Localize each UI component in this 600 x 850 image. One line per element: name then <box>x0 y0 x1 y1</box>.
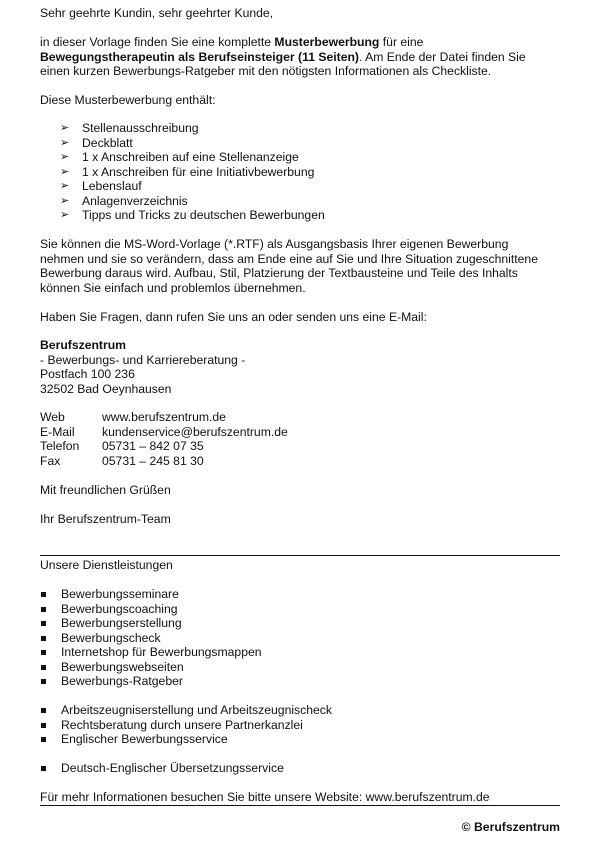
contact-key: Telefon <box>40 439 80 453</box>
list-item-label: Deutsch-Englischer Übersetzungsservice <box>61 761 284 775</box>
company-name: Berufszentrum <box>40 338 127 352</box>
list-item-label: Anlagenverzeichnis <box>82 193 188 208</box>
greeting: Sehr geehrte Kundin, sehr geehrter Kunde, <box>40 6 274 20</box>
arrow-bullet-icon: ➢ <box>60 165 70 178</box>
list-item <box>40 179 560 194</box>
list-item-label: 1 x Anschreiben für eine Initiativbewerbung <box>82 164 315 179</box>
contents-heading: Diese Musterbewerbung enthält: <box>40 93 216 107</box>
list-item <box>40 631 560 646</box>
services-list-2 <box>40 703 560 747</box>
arrow-bullet-icon: ➢ <box>60 194 70 207</box>
contact-row-web <box>40 410 560 425</box>
contact-value: 05731 – 245 81 30 <box>102 453 204 468</box>
closing: Mit freundlichen Grüßen <box>40 483 171 497</box>
arrow-bullet-icon: ➢ <box>60 136 70 149</box>
more-info: Für mehr Informationen besuchen Sie bitte unsere Website: www.berufszentrum.de <box>40 790 490 804</box>
square-bullet-icon <box>41 766 46 771</box>
list-item-label: Tipps und Tricks zu deutschen Bewerbungen <box>82 208 325 222</box>
intro-line-2 <box>40 50 560 65</box>
list-item <box>40 761 560 776</box>
contact-key: Web <box>40 410 65 424</box>
list-item <box>40 645 560 660</box>
list-item <box>40 136 560 151</box>
usage-line: können Sie einfach und problemlos übernehmen. <box>40 280 306 295</box>
arrow-bullet-icon: ➢ <box>60 180 70 192</box>
square-bullet-icon <box>41 636 46 641</box>
services-list-3 <box>40 761 560 776</box>
contact-value[interactable]: www.berufszentrum.de <box>102 410 226 424</box>
list-item <box>40 194 560 209</box>
divider <box>40 555 560 556</box>
list-item-label: Bewerbungscheck <box>61 630 161 645</box>
list-item-label: Rechtsberatung durch unsere Partnerkanzlei <box>61 717 303 732</box>
square-bullet-icon <box>41 679 46 684</box>
list-item-label: Bewerbungserstellung <box>61 616 182 630</box>
signature: Ihr Berufszentrum-Team <box>40 512 171 526</box>
usage-paragraph <box>40 237 560 295</box>
square-bullet-icon <box>41 737 46 742</box>
contact-row-phone <box>40 439 560 454</box>
copyright: © Berufszentrum <box>461 820 560 834</box>
intro-text-3: . Am Ende der Datei finden Sie <box>359 49 526 64</box>
contact-value: 05731 – 842 07 35 <box>102 439 204 453</box>
company-address <box>40 338 560 396</box>
list-item <box>40 602 560 617</box>
list-item-label: Stellenausschreibung <box>82 121 199 135</box>
list-item-label: Bewerbungs-Ratgeber <box>61 674 183 688</box>
questions-line: Haben Sie Fragen, dann rufen Sie uns an oder senden uns eine E-Mail: <box>40 310 427 324</box>
square-bullet-icon <box>41 621 46 626</box>
usage-line: nehmen und sie so verändern, dass am Ende eine auf Sie und Ihre Situation zugeschnittene <box>40 251 538 266</box>
list-item <box>40 732 560 747</box>
list-item-label: Deckblatt <box>82 135 133 150</box>
list-item <box>40 703 560 718</box>
list-item <box>40 208 560 223</box>
list-item <box>40 150 560 165</box>
list-item-label: Internetshop für Bewerbungsmappen <box>61 645 262 659</box>
contact-row-fax <box>40 454 560 469</box>
list-item <box>40 165 560 180</box>
square-bullet-icon <box>41 592 46 597</box>
list-item-label: Arbeitszeugniserstellung und Arbeitszeugnischeck <box>61 703 332 717</box>
square-bullet-icon <box>41 708 46 713</box>
arrow-bullet-icon: ➢ <box>60 122 70 134</box>
company-subtitle: - Bewerbungs- und Karriereberatung - <box>40 352 246 367</box>
intro-line-1 <box>40 35 560 50</box>
services-list-1 <box>40 587 560 689</box>
list-item-label: 1 x Anschreiben auf eine Stellenanzeige <box>82 150 299 164</box>
contact-value[interactable]: kundenservice@berufszentrum.de <box>102 424 288 439</box>
square-bullet-icon <box>41 650 46 655</box>
list-item-label: Englischer Bewerbungsservice <box>61 732 228 746</box>
intro-bold-2: Bewegungstherapeutin als Berufseinsteiger (11 Seiten) <box>40 49 359 64</box>
arrow-bullet-icon: ➢ <box>60 209 70 221</box>
list-item <box>40 121 560 136</box>
square-bullet-icon <box>41 607 46 612</box>
intro-text-2: für eine <box>379 35 424 49</box>
list-item-label: Lebenslauf <box>82 179 142 193</box>
intro-line-3: einen kurzen Bewerbungs-Ratgeber mit den nötigsten Informationen als Checkliste. <box>40 64 492 78</box>
square-bullet-icon <box>41 723 46 728</box>
list-item <box>40 587 560 602</box>
list-item <box>40 674 560 689</box>
intro-bold-1: Musterbewerbung <box>274 35 380 49</box>
contact-key: E-Mail <box>40 424 75 439</box>
intro-paragraph <box>40 35 560 79</box>
contents-list <box>40 121 560 223</box>
usage-line: Bewerbung daraus wird. Aufbau, Stil, Platzierung der Textbausteine und Teile des Inhalts <box>40 266 518 280</box>
contact-row-email <box>40 425 560 440</box>
square-bullet-icon <box>41 665 46 670</box>
services-heading: Unsere Dienstleistungen <box>40 558 173 572</box>
contact-table <box>40 410 560 468</box>
company-city: 32502 Bad Oeynhausen <box>40 381 172 396</box>
company-postbox: Postfach 100 236 <box>40 367 135 381</box>
list-item <box>40 660 560 675</box>
list-item-label: Bewerbungscoaching <box>61 601 178 616</box>
arrow-bullet-icon: ➢ <box>60 151 70 163</box>
list-item-label: Bewerbungswebseiten <box>61 659 184 674</box>
divider <box>40 805 560 806</box>
intro-text-1: in dieser Vorlage finden Sie eine komplette <box>40 35 275 49</box>
contact-key: Fax <box>40 453 61 468</box>
usage-line: Sie können die MS-Word-Vorlage (*.RTF) als Ausgangsbasis Ihrer eigenen Bewerbung <box>40 237 509 251</box>
list-item <box>40 718 560 733</box>
list-item-label: Bewerbungsseminare <box>61 587 179 601</box>
list-item <box>40 616 560 631</box>
